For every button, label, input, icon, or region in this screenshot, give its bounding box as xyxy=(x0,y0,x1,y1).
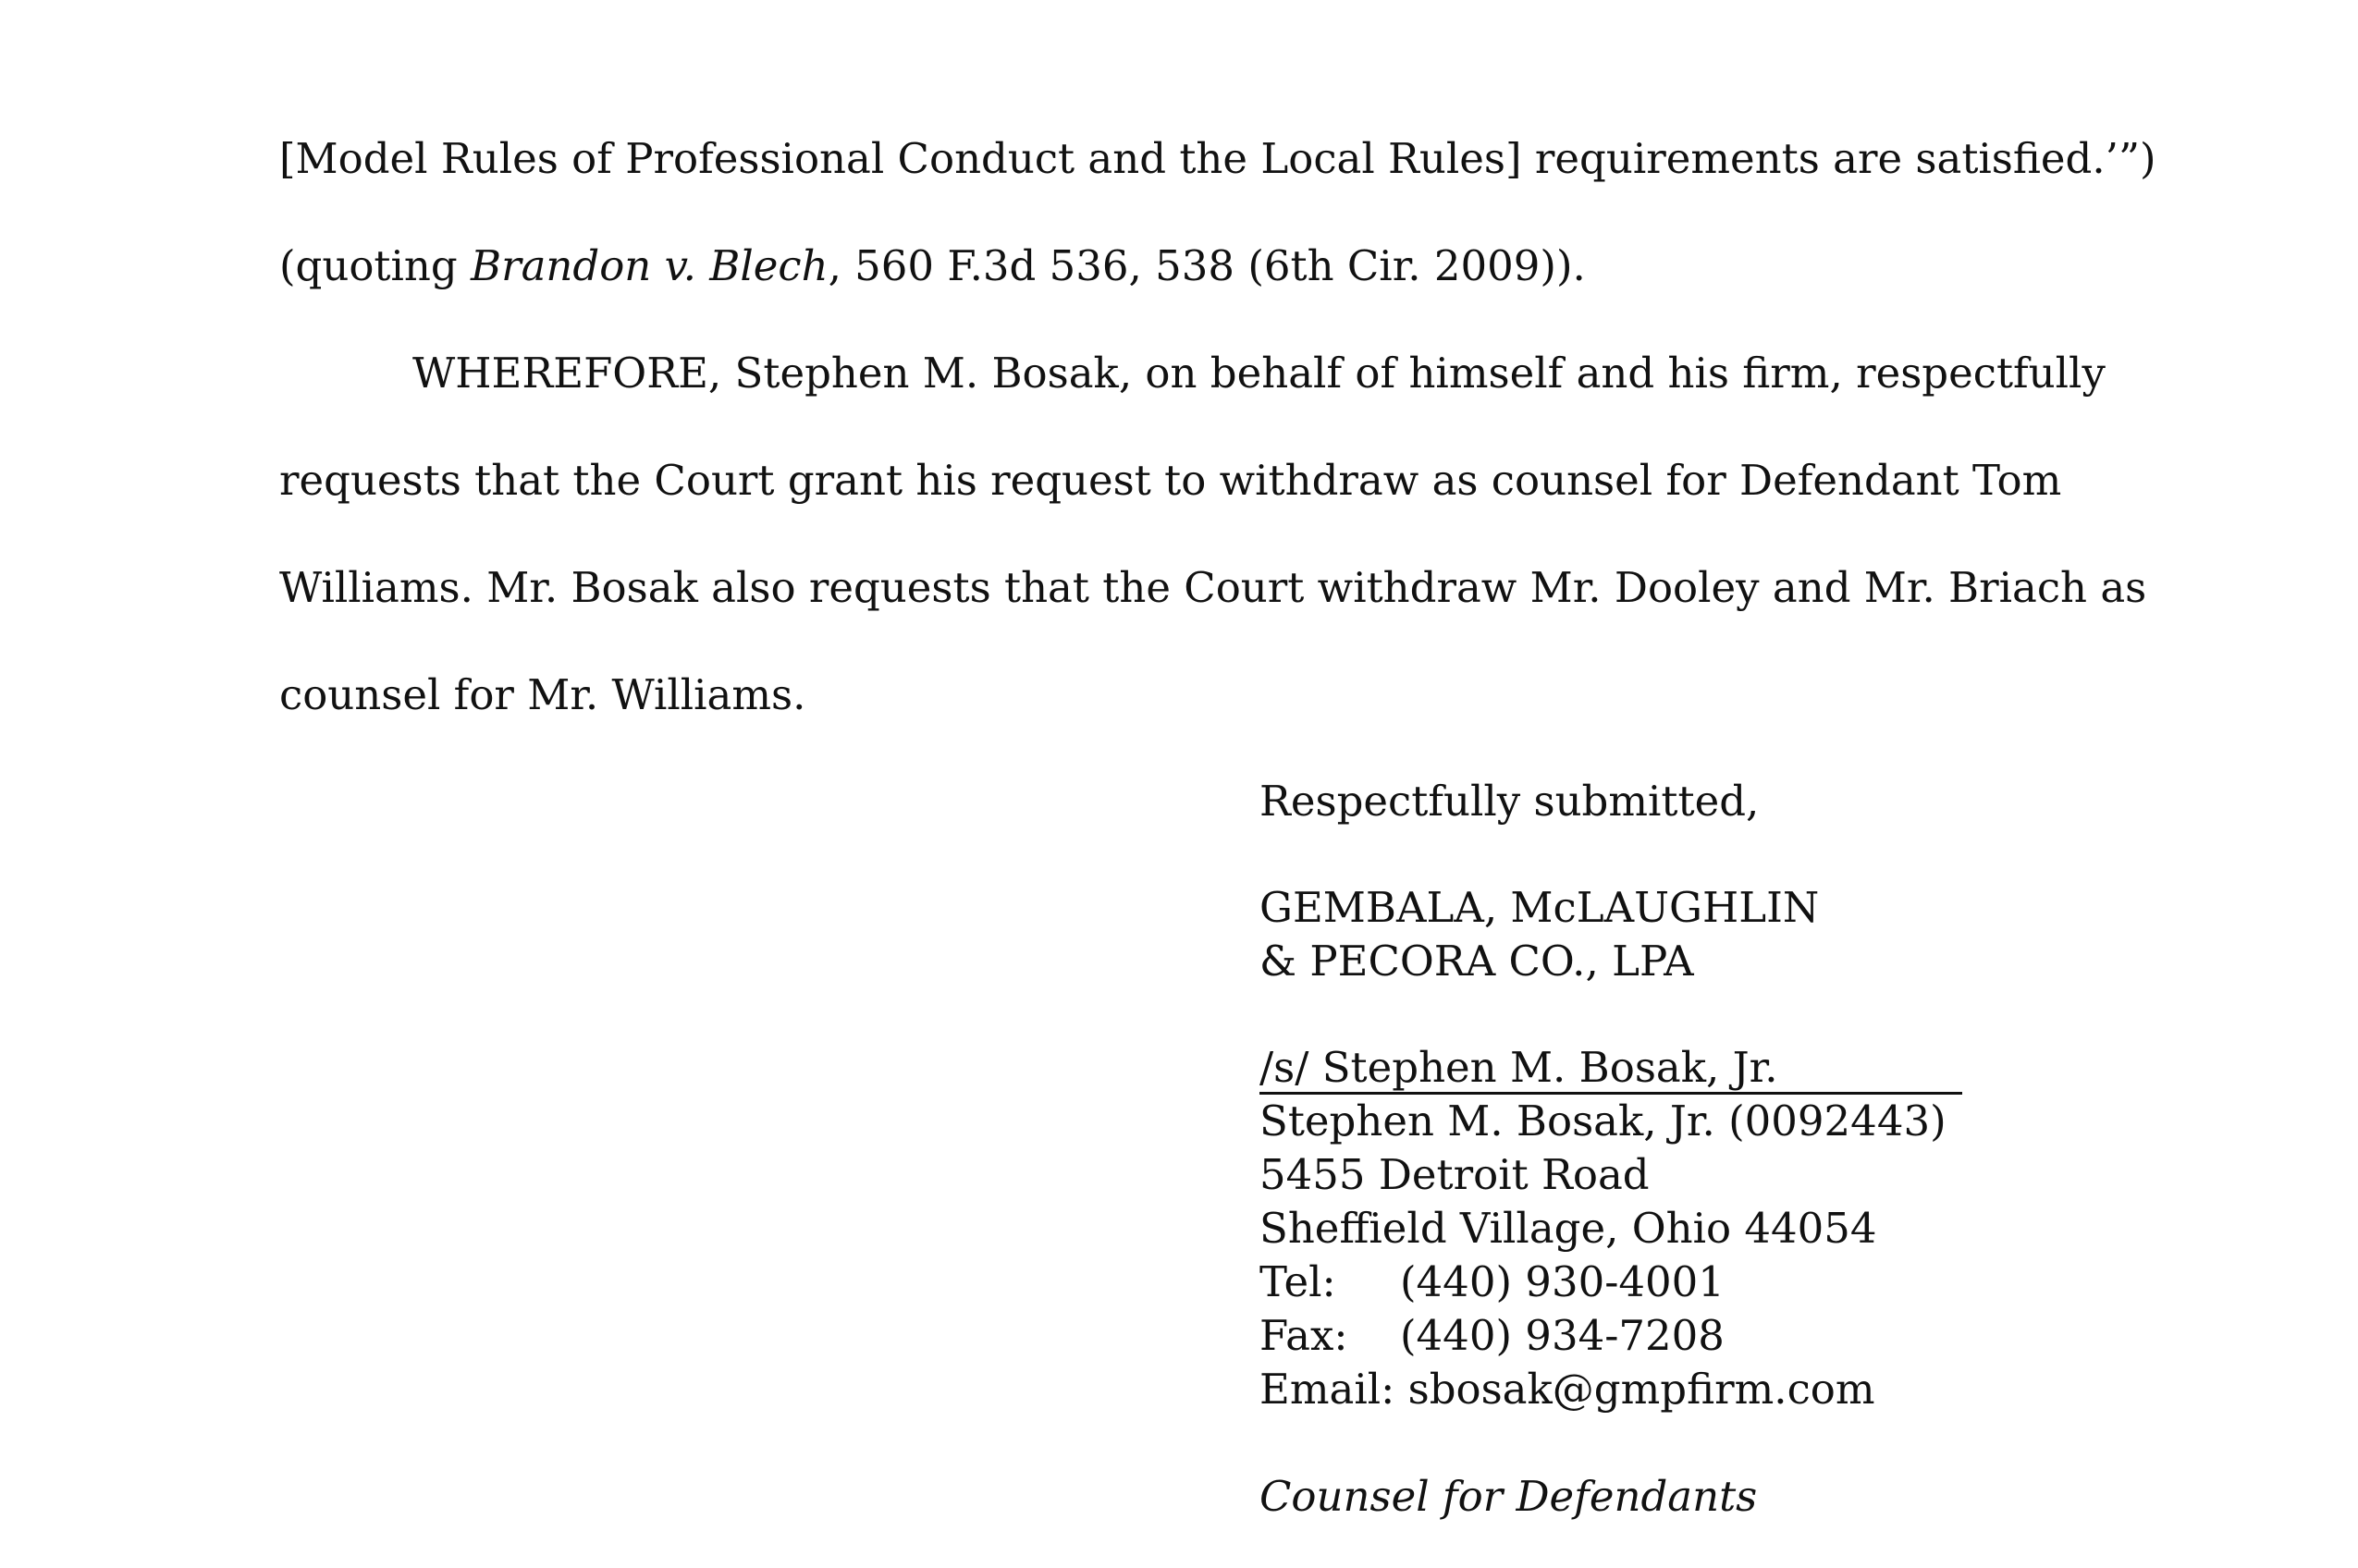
counsel-role xyxy=(1259,1470,1757,1524)
signature-line: /s/ Stephen M. Bosak, Jr. xyxy=(1259,1044,1962,1095)
body-text: [Model Rules of Professional Conduct and the Local Rules] requirements are satisfied.’”) xyxy=(279,134,2156,183)
electronic-signature xyxy=(1259,1041,1962,1095)
body-line-3 xyxy=(412,346,2106,401)
closing: Respectfully submitted, xyxy=(1259,777,1760,826)
body-line-1 xyxy=(279,131,2156,187)
body-text: requests that the Court grant his request to withdraw as counsel for Defendant Tom xyxy=(279,456,2062,505)
email: Email: sbosak@gmpfirm.com xyxy=(1259,1365,1875,1414)
body-text: counsel for Mr. Williams. xyxy=(279,670,806,719)
body-line-5 xyxy=(279,560,2146,616)
body-line-6 xyxy=(279,668,805,723)
firm-name-line-2: & PECORA CO., LPA xyxy=(1259,937,1694,986)
telephone-number: (440) 930-4001 xyxy=(1400,1257,1725,1306)
body-text: , 560 F.3d 536, 538 (6th Cir. 2009)). xyxy=(828,241,1586,290)
body-text: WHEREFORE, Stephen M. Bosak, on behalf of himself and his firm, respectfully xyxy=(412,349,2106,398)
fax-label: Fax: xyxy=(1259,1311,1348,1360)
address-line-1: 5455 Detroit Road xyxy=(1259,1150,1650,1199)
body-line-2 xyxy=(279,239,1586,294)
attorney-name: Stephen M. Bosak, Jr. (0092443) xyxy=(1259,1096,1947,1145)
telephone xyxy=(1259,1256,1725,1309)
telephone-label: Tel: xyxy=(1259,1257,1336,1306)
case-name: Brandon v. Blech xyxy=(471,241,829,290)
counsel-role-text: Counsel for Defendants xyxy=(1259,1472,1758,1521)
body-line-4 xyxy=(279,453,2061,508)
fax xyxy=(1259,1309,1725,1363)
body-text: Williams. Mr. Bosak also requests that the Court withdraw Mr. Dooley and Mr. Briach as xyxy=(279,563,2147,612)
fax-number: (440) 934-7208 xyxy=(1400,1311,1725,1360)
firm-name-line-1: GEMBALA, McLAUGHLIN xyxy=(1259,883,1820,932)
body-text: (quoting xyxy=(279,241,472,290)
address-line-2: Sheffield Village, Ohio 44054 xyxy=(1259,1204,1877,1253)
